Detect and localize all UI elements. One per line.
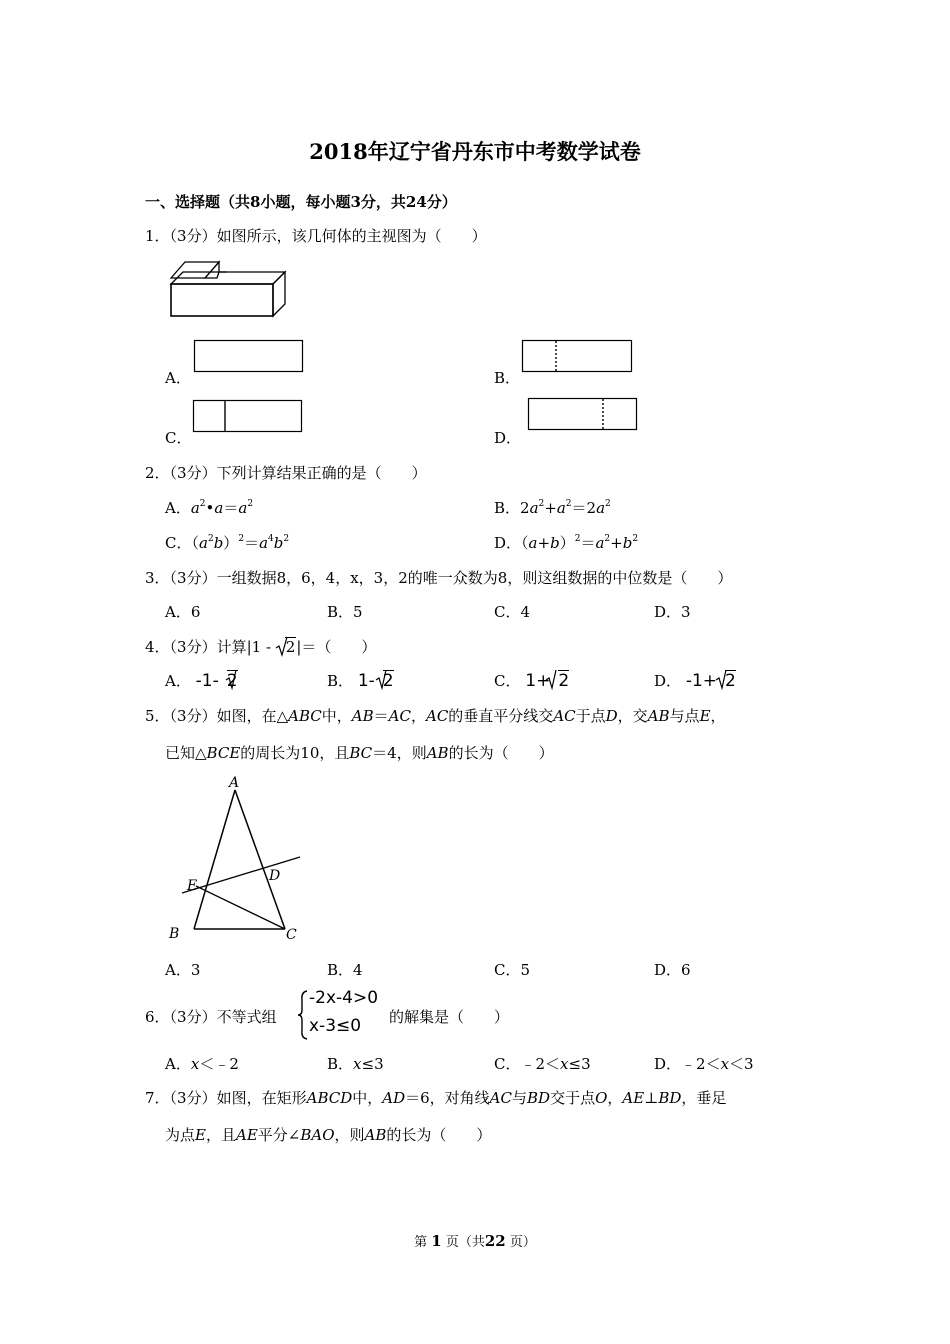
q4-option-d: D． -1+ 2 <box>654 671 736 691</box>
question-score: （3分） <box>169 638 217 656</box>
question-number: 2． <box>145 464 170 482</box>
q1-option-b-label: B． <box>494 369 521 387</box>
q6-brace <box>297 990 309 1040</box>
q2-option-c: C．$(a^2b)^2=a^4b^2$ <box>165 534 290 552</box>
question-score: （3分） <box>169 464 217 482</box>
section-heading: 一、选择题（共8小题，每小题3分，共24分） <box>145 193 457 211</box>
question-score: （3分） <box>169 707 217 725</box>
q6-inequality-1: -2x-4>0 <box>309 988 379 1008</box>
q6-inequality-2: x-3≤0 <box>309 1016 362 1036</box>
question-5-line-1: 5．（3分）如图，在△ABC中，AB＝AC，AC的垂直平分线交AC于点D，交AB与点E， <box>145 707 726 725</box>
q4-option-b: B． 1- 2 <box>327 671 394 691</box>
question-6-stem <box>145 1006 277 1027</box>
question-text: 下列计算结果正确的是（ ） <box>216 464 427 482</box>
q3-option-c: C．4 <box>494 603 531 621</box>
q3-option-a: A．6 <box>165 603 201 621</box>
q4-option-c: C． 1+ 2 <box>494 671 570 691</box>
question-number: 4． <box>145 638 170 656</box>
question-number: 5． <box>145 707 170 725</box>
q5-option-b: B．4 <box>327 961 363 979</box>
question-text: 一组数据8，6，4，x，3，2的唯一众数为8，则这组数据的中位数是（ ） <box>216 569 733 587</box>
q5-option-a: A．3 <box>165 961 201 979</box>
total-pages: 22 <box>484 1232 506 1250</box>
point-label-e: E <box>187 878 198 894</box>
question-score: （3分） <box>169 1089 217 1107</box>
question-number: 7． <box>145 1089 170 1107</box>
q1-option-a-label: A． <box>165 369 191 387</box>
q5-option-c: C．5 <box>494 961 531 979</box>
q4-option-a: A． -1- 2 <box>165 671 238 691</box>
question-text-pre: 不等式组 <box>216 1008 277 1026</box>
question-number: 3． <box>145 569 170 587</box>
question-number: 1． <box>145 227 170 245</box>
q3-option-b: B．5 <box>327 603 363 621</box>
q6-option-d: D．﹣2＜x＜3 <box>654 1055 754 1073</box>
q1-option-d-label: D． <box>494 429 522 447</box>
q2-option-b: B．$2a^2+a^2=2a^2$ <box>494 499 611 517</box>
question-7-line-1: 7．（3分）如图，在矩形ABCD中，AD＝6，对角线AC与BD交于点O，AE⊥BD，垂足 <box>145 1089 727 1107</box>
question-6-tail: 的解集是（ ） <box>389 1008 510 1026</box>
question-text-pre: 计算|1 - <box>216 638 276 656</box>
question-text: 如图所示，该几何体的主视图为（ ） <box>216 227 487 245</box>
question-score: （3分） <box>169 1008 217 1026</box>
question-7-line-2: 为点E，且AE平分∠BAO，则AB的长为（ ） <box>165 1126 492 1144</box>
q5-triangle-figure <box>165 772 305 944</box>
q2-option-d: D．$(a+b)^2=a^2+b^2$ <box>494 534 639 552</box>
question-text-post: |＝（ ） <box>296 638 377 656</box>
question-score: （3分） <box>169 569 217 587</box>
question-5-line-2: 已知△BCE的周长为10，且BC＝4，则AB的长为（ ） <box>165 744 554 762</box>
q5-option-d: D．6 <box>654 961 691 979</box>
q6-option-c: C．﹣2＜x≤3 <box>494 1055 591 1073</box>
point-label-c: C <box>286 927 297 943</box>
q6-option-a: A．x＜﹣2 <box>165 1055 239 1073</box>
question-score: （3分） <box>169 227 217 245</box>
point-label-a: A <box>229 775 240 791</box>
point-label-d: D <box>269 868 281 884</box>
current-page: 1 <box>431 1232 442 1250</box>
q1-option-c-label: C． <box>165 429 192 447</box>
sqrt-symbol: 2 <box>276 638 297 656</box>
page-footer: 第 1 页（共22 页） <box>414 1232 536 1250</box>
q6-option-b: B．x≤3 <box>327 1055 384 1073</box>
q2-option-a: A．$a^2•a=a^2$ <box>165 499 254 517</box>
q3-option-d: D．3 <box>654 603 691 621</box>
page-title: 2018年辽宁省丹东市中考数学试卷 <box>309 139 641 164</box>
question-number: 6． <box>145 1008 170 1026</box>
point-label-b: B <box>169 926 180 942</box>
